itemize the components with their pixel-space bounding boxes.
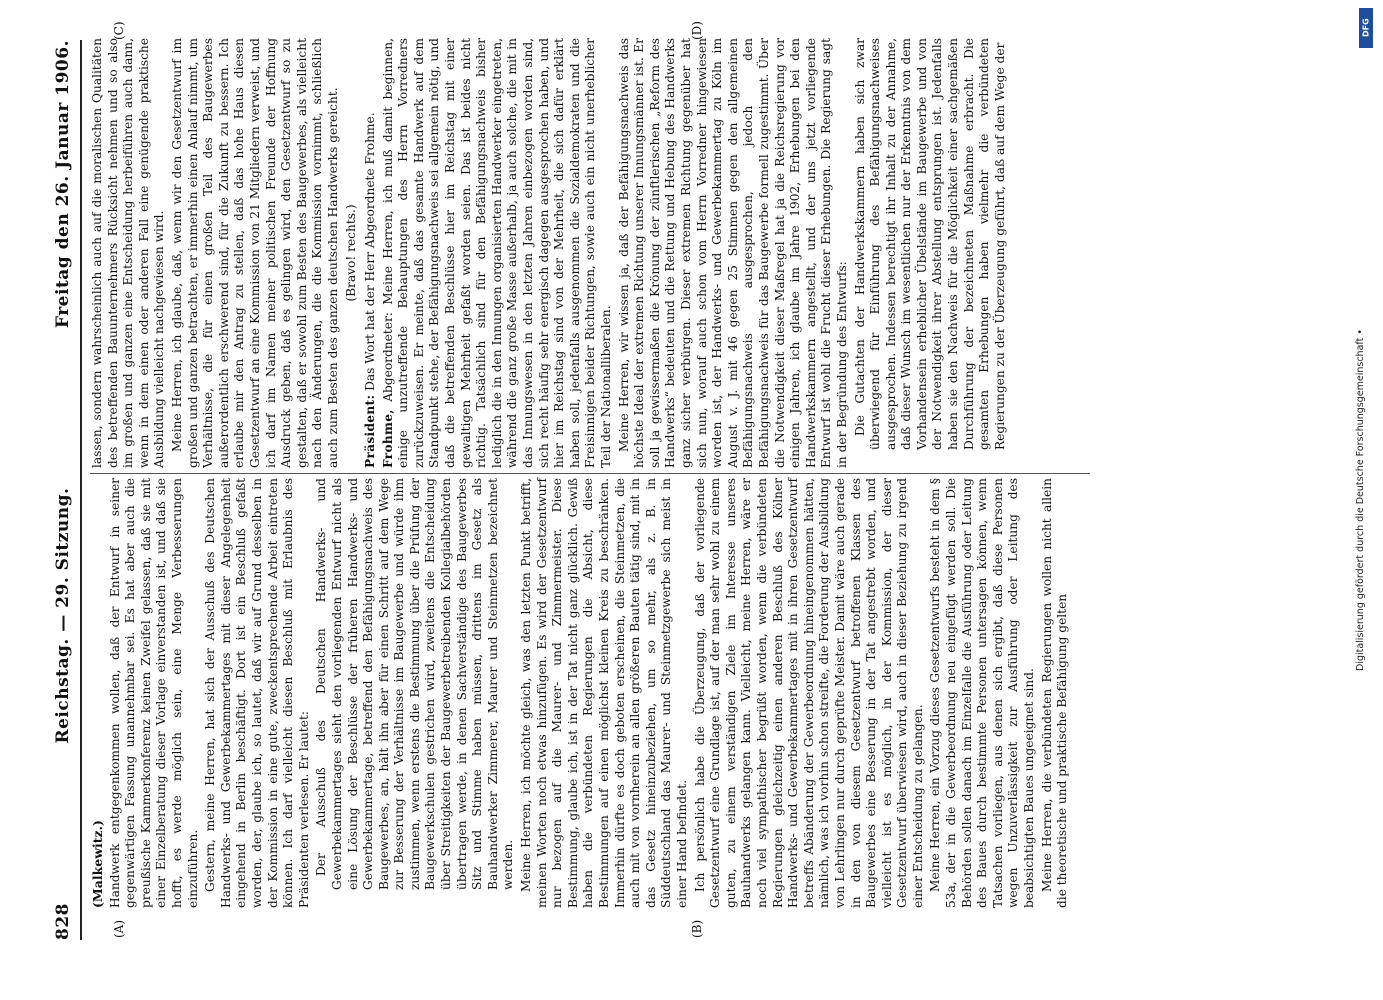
margin-mark-b: (B) (690, 919, 704, 938)
column-divider (90, 473, 1090, 474)
president-text: Das Wort hat der Herr Abgeordnete Frohme. (363, 112, 378, 391)
paragraph: Meine Herren, ich möchte gleich, was den letzten Punkt betrifft, meinen Worten noch etwas hinzufügen. Es wird der Gesetzentwurf nur bezogen auf die Maurer- und Zimmermeister. Diese Bestimmung, glaube ich, ist in der Tat nicht ganz glücklich. Gewiß haben die verbündeten Regierungen die Absicht, diese Bestimmungen auf einen möglichst kleinen Kreis zu beschränken. Immerhin dürfte es doch geboten erscheinen, die Steinmetzen, die auch mit von vornherein an allen größeren Bauten tätig sind, mit in das Gesetz hineinzubeziehen, um so mehr, als z. B. in Süddeutschland das Maurer- und Steinmetzgewerbe sich meist in einer Hand befindet. (519, 478, 689, 908)
speaker-intro (381, 38, 615, 468)
dfg-logo: DFG (1359, 8, 1373, 48)
applause-note: (Bravo! rechts.) (343, 204, 358, 302)
margin-mark-c: (C) (112, 21, 126, 40)
left-column (90, 478, 1090, 908)
paragraph: Meine Herren, ein Vorzug dieses Gesetzentwurfs besteht in dem § 53a, der in die Gewerbeordnung neu eingefügt werden soll. Die Behörden sollen danach im Einzelfalle die Ausführung oder Leitung des Baues durch bestimmte Personen untersagen können, wenn Tatsachen vorliegen, aus denen sich ergibt, daß diese Personen wegen Unzuverlässigkeit zur Ausführung oder Leitung des beabsichtigten Baues ungeeignet sind. (928, 478, 1037, 908)
right-column (90, 38, 1090, 468)
speaker-continued: (Malkewitz.) (90, 820, 105, 908)
page-header (50, 40, 76, 940)
paragraph: lassen, sondern wahrscheinlich auch auf die moralischen Qualitäten des betreffenden Bauunternehmers Rücksicht nehmen und so also im großen und ganzen eine Entscheidung herbeiführen auch dann, wenn in dem einen oder anderen Fall eine genügende praktische Ausbildung vielleicht nachgewiesen wird. (90, 38, 167, 468)
paragraph: Meine Herren, wir wissen ja, daß der Befähigungsnachweis das höchste Ideal der extremen Richtung unserer Innungsmänner ist. Er soll ja gewissermaßen die Krönung der zünftlerischen „Reform des Handwerks“ bedeuten und die Rettung und Hebung des Handwerks ganz sicher verbürgen. Dieser extremen Richtung gegenüber hat sich nun, worauf auch schon vom Herrn Vorredner hingewiesen worden ist, der Handwerks- und Gewerbekammertag zu Köln im August v. J. mit 46 gegen 25 Stimmen gegen den allgemeinen Befähigungsnachweis ausgesprochen, jedoch den Befähigungsnachweis für das Baugewerbe formell zugestimmt. Über die Notwendigkeit dieser Maßregel hat ja die Reichsregierung vor einigen Jahren, ich glaube im Jahre 1902, Erhebungen bei den Handwerkskammern angestellt, und der uns jetzt vorliegende Entwurf ist wohl die Frucht dieser Erhebungen. Die Regierung sagt in der Begründung des Entwurfs: (616, 38, 849, 468)
header-date: Freitag den 26. Januar 1906. (53, 40, 73, 329)
margin-mark-d: (D) (690, 21, 704, 40)
header-title: Reichstag. — 29. Sitzung. (53, 487, 73, 744)
quoted-justification: Die Gutachten der Handwerkskammern haben sich zwar überwiegend für Einführung des Befähigungsnachweises ausgesprochen. Indessen berechtigt ihr Inhalt zu der Annahme, daß dieser Wunsch im wesentlichen nur der Erkenntnis von dem Vorhandensein erheblicher Übelstände im Baugewerbe und von der Notwendigkeit ihrer Abstellung entsprungen ist. Jedenfalls haben sie den Nachweis für die Möglichkeit einer sachgemäßen Durchführung der bezeichneten Maßnahme erbracht. Die gesamten Erhebungen haben vielmehr die verbündeten Regierungen zu der Überzeugung geführt, daß auf dem Wege der (852, 38, 1007, 450)
digitization-credit: Digitalisierung gefördert durch die Deutsche Forschungsgemeinschaft • (1355, 329, 1366, 671)
president-line (363, 38, 379, 468)
header-rule (80, 40, 82, 940)
speaker-name: Frohme, (380, 409, 395, 468)
quoted-resolution: Der Ausschuß des Deutschen Handwerks- und Gewerbekammertages sieht den vorliegenden Entwurf nicht als eine Lösung der Beschlüsse der früheren Handwerks- und Gewerbekammertage, betreffend den Befähigungsnachweis des Baugewerbes, an, hält ihn aber für einen Schritt auf dem Wege zur Besserung der Verhältnisse im Baugewerbe und würde ihm zustimmen, wenn erstens die Bestimmung über die Prüfung der Baugewerkschulen gestrichen wird, zweitens die Entscheidung über Streitigkeiten der Baugewerbetreibenden Kollegialbehörden übertragen werde, in denen Sachverständige des Baugewerbes Sitz und Stimme haben müssen, drittens im Gesetz als Bauhandwerker Zimmerer, Maurer und Steinmetzen bezeichnet werden. (314, 478, 516, 890)
paragraph: Meine Herren, ich muß damit beginnen, einige unzutreffende Behauptungen des Herrn Vorredners zurückzuweisen. Er meinte, daß das gesamte Handwerk auf dem Standpunkt stehe, der Befähigungsnachweis sei allgemein nötig, und daß die betreffenden Beschlüsse hier im Reichstag mit einer gewaltigen Mehrheit gefaßt worden seien. Das ist beides nicht richtig. Tatsächlich sind für den Befähigungsnachweis bisher lediglich die in den Innungen organisierten Handwerker eingetreten, während die ganz große Masse außerhalb, ja auch solche, die mit in das Innungswesen in den letzten Jahren einbezogen worden sind, sich recht häufig sehr energisch dagegen ausgesprochen haben, und hier im Reichstag sind von der Mehrheit, die sich dafür erklärt haben soll, jedenfalls ausgenommen die Sozialdemokraten und die Freisinnigen beider Richtungen, sowie auch ein nicht unerheblicher Teil der Nationalliberalen. (380, 38, 613, 468)
paragraph: Meine Herren, die verbündeten Regierungen wollen nicht allein die theoretische und praktische Befähigung gelten (1039, 478, 1070, 908)
page-number: 828 (53, 903, 73, 940)
president-label: Präsident: (363, 394, 378, 468)
margin-mark-a: (A) (112, 919, 126, 938)
paragraph: Meine Herren, ich glaube, daß, wenn wir den Gesetzentwurf im großen und ganzen betrachten, er immerhin einen Anlauf nimmt, um Verhältnisse, die für einen großen Teil des Baugewerbes außerordentlich erschwerend sind, für die Zukunft zu bessern. Ich erlaube mir den Antrag zu stellen, daß das hohe Haus diesen Gesetzentwurf an eine Kommission von 21 Mitgliedern verweist, und ich darf im Namen meiner politischen Freunde der Hoffnung Ausdruck geben, daß es gelingen wird, den Gesetzentwurf so zu gestalten, daß er sowohl zum Besten des Baugewerbes, als vielleicht nach den Änderungen, die die Kommission vornimmt, schließlich auch zum Besten des ganzen deutschen Handwerks gereicht. (169, 38, 340, 468)
speaker-title: Abgeordneter: (380, 312, 395, 402)
paragraph: Handwerk entgegenkommen wollen, daß der Entwurf in seiner gegenwärtigen Fassung unannehmbar sei. Es hat aber auch die preußische Kammerkonferenz keinen Zweifel gelassen, daß sie mit einer Einzelberatung dieser Vorlage einverstanden ist, und daß sie hofft, es werde möglich sein, eine Menge Verbesserungen einzuführen. (107, 478, 200, 908)
paragraph: Gestern, meine Herren, hat sich der Ausschuß des Deutschen Handwerks- und Gewerbekammertages mit dieser Angelegenheit eingehend in Berlin beschäftigt. Dort ist ein Beschluß gefaßt worden, der, glaube ich, so lautet, daß wir auf Grund desselben in der Kommission in eine gute, zweckentsprechende Arbeit eintreten können. Ich darf vielleicht diesen Beschluß mit Erlaubnis des Präsidenten verlesen. Er lautet: (203, 478, 311, 908)
paragraph: Ich persönlich habe die Überzeugung, daß der vorliegende Gesetzentwurf eine Grundlage ist, auf der man sehr wohl zu einem guten, zu einem verständigen Ziele im Interesse unseres Bauhandwerks gelangen kann. Vielleicht, meine Herren, wäre er noch viel sympathischer begrüßt worden, wenn die verbündeten Regierungen gleichzeitig einen anderen Beschluß des Kölner Handwerks- und Gewerbekammertages mit in ihren Gesetzentwurf betreffs Abänderung der Gewerbeordnung hineingenommen hätten, nämlich, was ich vorhin schon streifte, die Forderung der Ausbildung von Lehrlingen nur durch geprüfte Meister. Damit wäre auch gerade in den von diesem Gesetzentwurf betroffenen Klassen des Baugewerbes eine Besserung in der Tat angestrebt worden, und vielleicht ist es möglich, in der Kommission, der dieser Gesetzentwurf überwiesen wird, auch in dieser Beziehung zu irgend einer Entscheidung zu gelangen. (692, 478, 925, 908)
